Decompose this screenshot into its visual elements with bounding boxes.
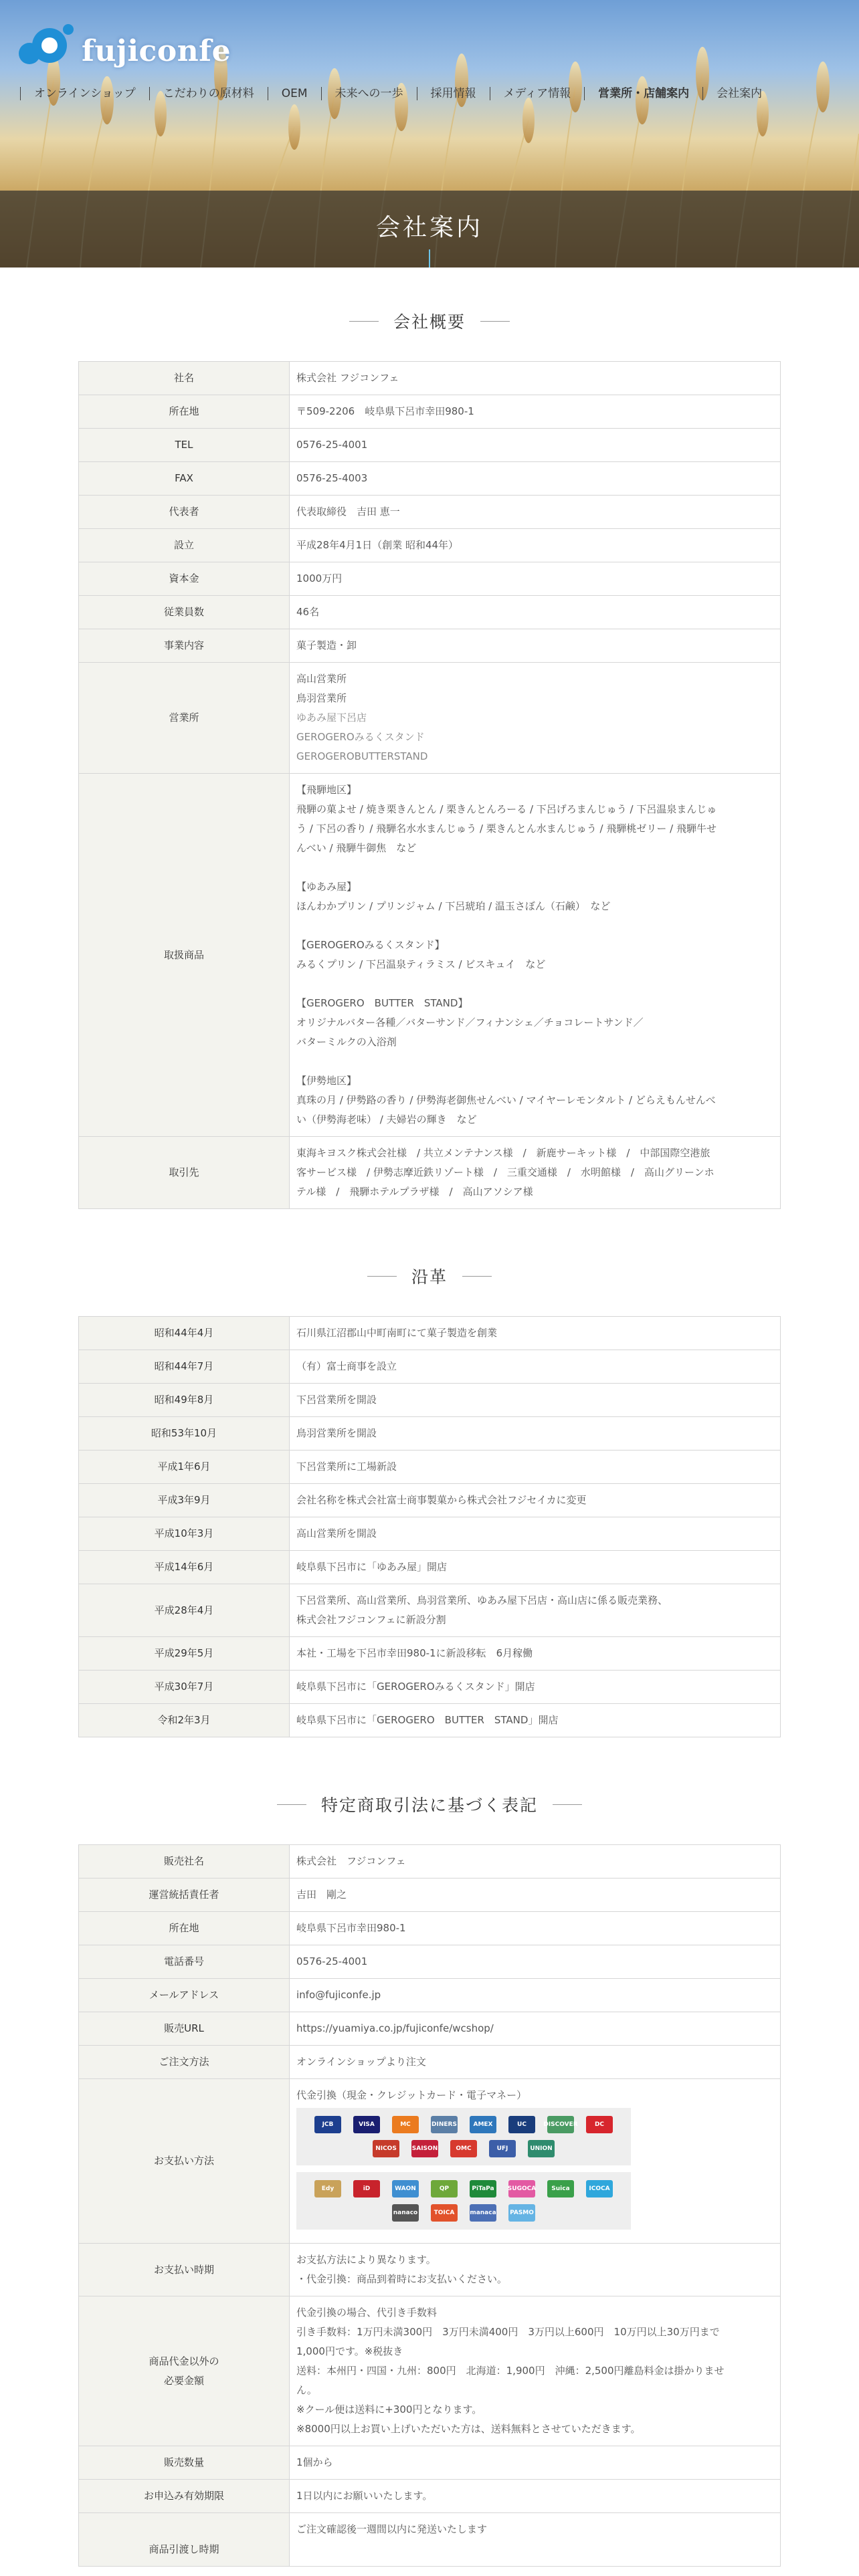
row-label: 事業内容 bbox=[79, 629, 290, 663]
product-line: 飛騨の菓よせ / 焼き栗きんとん / 栗きんとんろーる / 下呂げろまんじゅう / 下呂温泉まんじゅ bbox=[296, 803, 717, 815]
card-union-logo: UNION bbox=[528, 2140, 555, 2157]
row-value: 46名 bbox=[290, 596, 781, 629]
heading-rule-right bbox=[553, 1804, 582, 1805]
nav-ingredients[interactable]: こだわりの原材料 bbox=[149, 87, 268, 100]
table-row bbox=[79, 2446, 781, 2480]
row-value: 株式会社 フジコンフェ bbox=[290, 362, 781, 395]
row-value: 0576-25-4003 bbox=[290, 462, 781, 496]
history-date: 平成30年7月 bbox=[79, 1671, 290, 1704]
table-row bbox=[79, 1945, 781, 1979]
table-row bbox=[79, 395, 781, 429]
logo-text: fujiconfe bbox=[82, 34, 231, 68]
nav-online-shop[interactable]: オンラインショップ bbox=[20, 87, 149, 100]
product-line bbox=[296, 974, 773, 994]
nav-oem[interactable]: OEM bbox=[268, 87, 321, 100]
emoney-suica-logo: Suica bbox=[547, 2180, 574, 2197]
row-label: 所在地 bbox=[79, 1912, 290, 1945]
row-value: 平成28年4月1日（創業 昭和44年） bbox=[290, 529, 781, 562]
heading-rule-left bbox=[367, 1276, 397, 1277]
payment-methods bbox=[290, 2079, 781, 2244]
table-row bbox=[79, 1484, 781, 1517]
company-overview-section bbox=[0, 308, 859, 1209]
row-label: ご注文方法 bbox=[79, 2046, 290, 2079]
history-event: 岐阜県下呂市に「GEROGERO BUTTER STAND」開店 bbox=[290, 1704, 781, 1737]
section-heading bbox=[0, 1791, 859, 1818]
partner-line: テル様 / 飛騨ホテルプラザ様 / 高山アソシア様 bbox=[296, 1186, 533, 1198]
office-item: 鳥羽営業所 bbox=[296, 692, 347, 704]
table-row bbox=[79, 2480, 781, 2513]
history-event: 岐阜県下呂市に「ゆあみ屋」開店 bbox=[290, 1551, 781, 1584]
table-row bbox=[79, 1704, 781, 1737]
logo-mark-icon bbox=[16, 19, 78, 70]
extra-cost-line: 送料：本州円・四国・九州：800円 北海道：1,900円 沖縄：2,500円離島料金は掛かりませ bbox=[296, 2365, 725, 2377]
emoney-id-logo: iD bbox=[353, 2180, 380, 2197]
heading-rule-left bbox=[277, 1804, 306, 1805]
table-row bbox=[79, 1350, 781, 1384]
payment-timing-line: お支払方法により異なります。 bbox=[296, 2254, 436, 2266]
history-event: 高山営業所を開設 bbox=[290, 1517, 781, 1551]
row-label: TEL bbox=[79, 429, 290, 462]
payment-timing-line: ・代金引換：商品到着時にお支払いください。 bbox=[296, 2273, 508, 2285]
emoney-manaca-logo: manaca bbox=[470, 2204, 496, 2222]
history-event: 岐阜県下呂市に「GEROGEROみるくスタンド」開店 bbox=[290, 1671, 781, 1704]
table-row bbox=[79, 1584, 781, 1637]
history-event bbox=[290, 1584, 781, 1637]
card-visa-logo: VISA bbox=[353, 2116, 380, 2133]
history-date: 平成28年4月 bbox=[79, 1584, 290, 1637]
table-row bbox=[79, 1451, 781, 1484]
table-row bbox=[79, 496, 781, 529]
history-event: （有）富士商事を設立 bbox=[290, 1350, 781, 1384]
legal-notice-section bbox=[0, 1791, 859, 2567]
row-value: 代表取締役 吉田 恵一 bbox=[290, 496, 781, 529]
emoney-toica-logo: TOICA bbox=[431, 2204, 458, 2222]
office-item: GEROGEROみるくスタンド bbox=[296, 731, 425, 743]
history-event: 石川県江沼郡山中町南町にて菓子製造を創業 bbox=[290, 1317, 781, 1350]
row-label: 販売URL bbox=[79, 2012, 290, 2046]
history-event: 下呂営業所に工場新設 bbox=[290, 1451, 781, 1484]
payment-note: 代金引換（現金・クレジットカード・電子マネー） bbox=[296, 2089, 527, 2101]
row-value: 0576-25-4001 bbox=[290, 429, 781, 462]
row-label: 電話番号 bbox=[79, 1945, 290, 1979]
emoney-nanaco-logo: nanaco bbox=[392, 2204, 419, 2222]
row-label: 従業員数 bbox=[79, 596, 290, 629]
table-row bbox=[79, 2079, 781, 2244]
product-line: 【飛騨地区】 bbox=[296, 784, 357, 796]
history-event: 下呂営業所を開設 bbox=[290, 1384, 781, 1417]
product-line: 【ゆあみ屋】 bbox=[296, 881, 357, 893]
row-label: 商品引渡し時期 bbox=[79, 2513, 290, 2567]
nav-company[interactable]: 会社案内 bbox=[702, 87, 775, 100]
table-row bbox=[79, 429, 781, 462]
table-row bbox=[79, 2513, 781, 2567]
card-uc-logo: UC bbox=[508, 2116, 535, 2133]
page-title: 会社案内 bbox=[375, 214, 483, 241]
table-row bbox=[79, 362, 781, 395]
partners-list bbox=[290, 1137, 781, 1209]
product-line: バターミルクの入浴剤 bbox=[296, 1036, 397, 1048]
payment-timing bbox=[290, 2244, 781, 2296]
emoney-qp-logo: QP bbox=[431, 2180, 458, 2197]
title-accent-line bbox=[429, 249, 430, 267]
row-label: 運営統括責任者 bbox=[79, 1879, 290, 1912]
row-label: 設立 bbox=[79, 529, 290, 562]
table-row bbox=[79, 1912, 781, 1945]
history-event-line: 下呂営業所、高山営業所、鳥羽営業所、ゆあみ屋下呂店・高山店に係る販売業務、 bbox=[296, 1594, 668, 1606]
row-label-line: 商品代金以外の bbox=[149, 2355, 219, 2367]
email-link[interactable]: info@fujiconfe.jp bbox=[290, 1979, 781, 2012]
row-value: 1000万円 bbox=[290, 562, 781, 596]
extra-cost-line: 代金引換の場合、代引き手数料 bbox=[296, 2306, 438, 2319]
emoney-edy-logo: Edy bbox=[314, 2180, 341, 2197]
table-row bbox=[79, 1317, 781, 1350]
office-item: GEROGEROBUTTERSTAND bbox=[296, 750, 428, 762]
row-label bbox=[79, 2296, 290, 2446]
product-line bbox=[296, 1052, 773, 1071]
table-row bbox=[79, 1671, 781, 1704]
product-line: う / 下呂の香り / 飛騨名水水まんじゅう / 栗きんとん水まんじゅう / 飛騨桃ゼリー / 飛騨牛せ bbox=[296, 823, 717, 835]
table-row bbox=[79, 1137, 781, 1209]
row-value: 吉田 剛之 bbox=[290, 1879, 781, 1912]
history-date: 昭和44年7月 bbox=[79, 1350, 290, 1384]
history-date: 平成29年5月 bbox=[79, 1637, 290, 1671]
product-line: 【GEROGEROみるくスタンド】 bbox=[296, 939, 445, 951]
partner-line: 東海キヨスク株式会社様 / 共立メンテナンス様 / 新鹿サーキット様 / 中部国際空港旅 bbox=[296, 1147, 710, 1159]
section-title: 特定商取引法に基づく表記 bbox=[320, 1796, 538, 1815]
table-row bbox=[79, 1879, 781, 1912]
offices-list bbox=[290, 663, 781, 774]
product-line: んべい / 飛騨牛御焦 など bbox=[296, 842, 417, 854]
row-label: FAX bbox=[79, 462, 290, 496]
table-row bbox=[79, 2012, 781, 2046]
product-line: 【GEROGERO BUTTER STAND】 bbox=[296, 997, 468, 1009]
emoney-pasmo-logo: PASMO bbox=[508, 2204, 535, 2222]
row-label: 販売社名 bbox=[79, 1845, 290, 1879]
history-event: 鳥羽営業所を開設 bbox=[290, 1417, 781, 1451]
table-row bbox=[79, 1417, 781, 1451]
heading-rule-right bbox=[480, 321, 510, 322]
product-line: 真珠の月 / 伊勢路の香り / 伊勢海老御焦せんべい / マイヤーレモンタルト / どらえもんせんべ bbox=[296, 1094, 716, 1106]
table-row bbox=[79, 1384, 781, 1417]
history-date: 昭和44年4月 bbox=[79, 1317, 290, 1350]
card-amex-logo: AMEX bbox=[470, 2116, 496, 2133]
card-discover-logo: DISCOVER bbox=[547, 2116, 574, 2133]
product-line: みるくプリン / 下呂温泉ティラミス / ビスキュイ など bbox=[296, 958, 546, 970]
history-date: 平成1年6月 bbox=[79, 1451, 290, 1484]
overview-table bbox=[78, 361, 781, 1209]
row-label: 取扱商品 bbox=[79, 774, 290, 1137]
card-dc-logo: DC bbox=[586, 2116, 613, 2133]
product-line bbox=[296, 858, 773, 877]
main-navigation bbox=[20, 87, 775, 100]
nav-recruit[interactable]: 採用情報 bbox=[417, 87, 490, 100]
table-row bbox=[79, 1517, 781, 1551]
history-date: 令和2年3月 bbox=[79, 1704, 290, 1737]
product-line bbox=[296, 916, 773, 936]
row-label-line: 必要金額 bbox=[163, 2374, 204, 2387]
table-row bbox=[79, 1637, 781, 1671]
extra-cost-line: 引き手数料：1万円未満300円 3万円未満400円 3万円以上600円 10万円以上30万円まで bbox=[296, 2326, 720, 2338]
row-label: 社名 bbox=[79, 362, 290, 395]
product-line: 【伊勢地区】 bbox=[296, 1075, 357, 1087]
row-value: 岐阜県下呂市幸田980-1 bbox=[290, 1912, 781, 1945]
row-label: お申込み有効期限 bbox=[79, 2480, 290, 2513]
card-ufj-logo: UFJ bbox=[489, 2140, 516, 2157]
history-table bbox=[78, 1316, 781, 1737]
row-label: お支払い方法 bbox=[79, 2079, 290, 2244]
shop-url-link[interactable]: https://yuamiya.co.jp/fujiconfe/wcshop/ bbox=[290, 2012, 781, 2046]
site-logo[interactable] bbox=[16, 19, 231, 70]
emoney-icoca-logo: ICOCA bbox=[586, 2180, 613, 2197]
row-value: 0576-25-4001 bbox=[290, 1945, 781, 1979]
section-heading bbox=[0, 308, 859, 334]
emoney-logos bbox=[296, 2172, 631, 2230]
row-label: 取引先 bbox=[79, 1137, 290, 1209]
table-row bbox=[79, 2244, 781, 2296]
table-row bbox=[79, 2046, 781, 2079]
table-row bbox=[79, 1845, 781, 1879]
history-section bbox=[0, 1263, 859, 1737]
row-label: 資本金 bbox=[79, 562, 290, 596]
extra-cost-line: ※8000円以上お買い上げいただいた方は、送料無料とさせていただきます。 bbox=[296, 2423, 641, 2435]
history-event: 本社・工場を下呂市幸田980-1に新設移転 6月稼働 bbox=[290, 1637, 781, 1671]
section-heading bbox=[0, 1263, 859, 1289]
table-row bbox=[79, 774, 781, 1137]
partner-line: 客サービス様 / 伊勢志摩近鉄リゾート様 / 三重交通様 / 水明館様 / 高山グリーンホ bbox=[296, 1166, 714, 1178]
row-value: 1個から bbox=[290, 2446, 781, 2480]
table-row bbox=[79, 1551, 781, 1584]
section-title: 会社概要 bbox=[393, 312, 466, 332]
history-date: 昭和53年10月 bbox=[79, 1417, 290, 1451]
row-label: 代表者 bbox=[79, 496, 290, 529]
table-row bbox=[79, 562, 781, 596]
row-label: 販売数量 bbox=[79, 2446, 290, 2480]
card-omc-logo: OMC bbox=[450, 2140, 477, 2157]
product-line: い（伊勢海老味） / 夫婦岩の輝き など bbox=[296, 1113, 477, 1125]
emoney-waon-logo: WAON bbox=[392, 2180, 419, 2197]
row-value: 株式会社 フジコンフェ bbox=[290, 1845, 781, 1879]
extra-cost-line: ん。 bbox=[296, 2384, 317, 2396]
table-row bbox=[79, 596, 781, 629]
row-label: お支払い時期 bbox=[79, 2244, 290, 2296]
row-label: メールアドレス bbox=[79, 1979, 290, 2012]
card-mc-logo: MC bbox=[392, 2116, 419, 2133]
office-item: 高山営業所 bbox=[296, 673, 347, 685]
card-diners-logo: DINERS bbox=[431, 2116, 458, 2133]
history-date: 昭和49年8月 bbox=[79, 1384, 290, 1417]
row-label: 所在地 bbox=[79, 395, 290, 429]
table-row bbox=[79, 1979, 781, 2012]
heading-rule-left bbox=[349, 321, 379, 322]
table-row bbox=[79, 663, 781, 774]
table-row bbox=[79, 2296, 781, 2446]
credit-card-logos bbox=[296, 2108, 631, 2165]
table-row bbox=[79, 529, 781, 562]
extra-cost-line: ※クール便は送料に+300円となります。 bbox=[296, 2403, 482, 2416]
table-row bbox=[79, 462, 781, 496]
card-jcb-logo: JCB bbox=[314, 2116, 341, 2133]
history-date: 平成10年3月 bbox=[79, 1517, 290, 1551]
emoney-pitapa-logo: PiTaPa bbox=[470, 2180, 496, 2197]
product-line: オリジナルバター各種／バターサンド／フィナンシェ／チョコレートサンド／ bbox=[296, 1016, 644, 1029]
row-value: 1日以内にお願いいたします。 bbox=[290, 2480, 781, 2513]
section-title: 沿革 bbox=[411, 1267, 448, 1287]
history-date: 平成14年6月 bbox=[79, 1551, 290, 1584]
nav-stores[interactable]: 営業所・店舗案内 bbox=[584, 87, 702, 100]
extra-costs bbox=[290, 2296, 781, 2446]
card-saison-logo: SAISON bbox=[411, 2140, 438, 2157]
table-row bbox=[79, 629, 781, 663]
history-event-line: 株式会社フジコンフェに新設分割 bbox=[296, 1614, 446, 1626]
heading-rule-right bbox=[462, 1276, 492, 1277]
hero-banner bbox=[0, 0, 859, 267]
extra-cost-line: 1,000円です。※税抜き bbox=[296, 2345, 403, 2357]
row-label: 営業所 bbox=[79, 663, 290, 774]
history-date: 平成3年9月 bbox=[79, 1484, 290, 1517]
history-event: 会社名称を株式会社富士商事製菓から株式会社フジセイカに変更 bbox=[290, 1484, 781, 1517]
row-value: 〒509-2206 岐阜県下呂市幸田980-1 bbox=[290, 395, 781, 429]
product-line: ほんわかプリン / プリンジャム / 下呂琥珀 / 温玉さぼん（石鹸） など bbox=[296, 900, 611, 912]
office-item: ゆあみ屋下呂店 bbox=[296, 712, 367, 724]
emoney-sugoca-logo: SUGOCA bbox=[508, 2180, 535, 2197]
card-nicos-logo: NICOS bbox=[373, 2140, 399, 2157]
row-value: 菓子製造・卸 bbox=[290, 629, 781, 663]
nav-future[interactable]: 未来への一歩 bbox=[321, 87, 417, 100]
legal-table bbox=[78, 1844, 781, 2567]
products-list bbox=[290, 774, 781, 1137]
row-value: オンラインショップより注文 bbox=[290, 2046, 781, 2079]
nav-media[interactable]: メディア情報 bbox=[490, 87, 585, 100]
row-value: ご注文確認後一週間以内に発送いたします bbox=[290, 2513, 781, 2567]
